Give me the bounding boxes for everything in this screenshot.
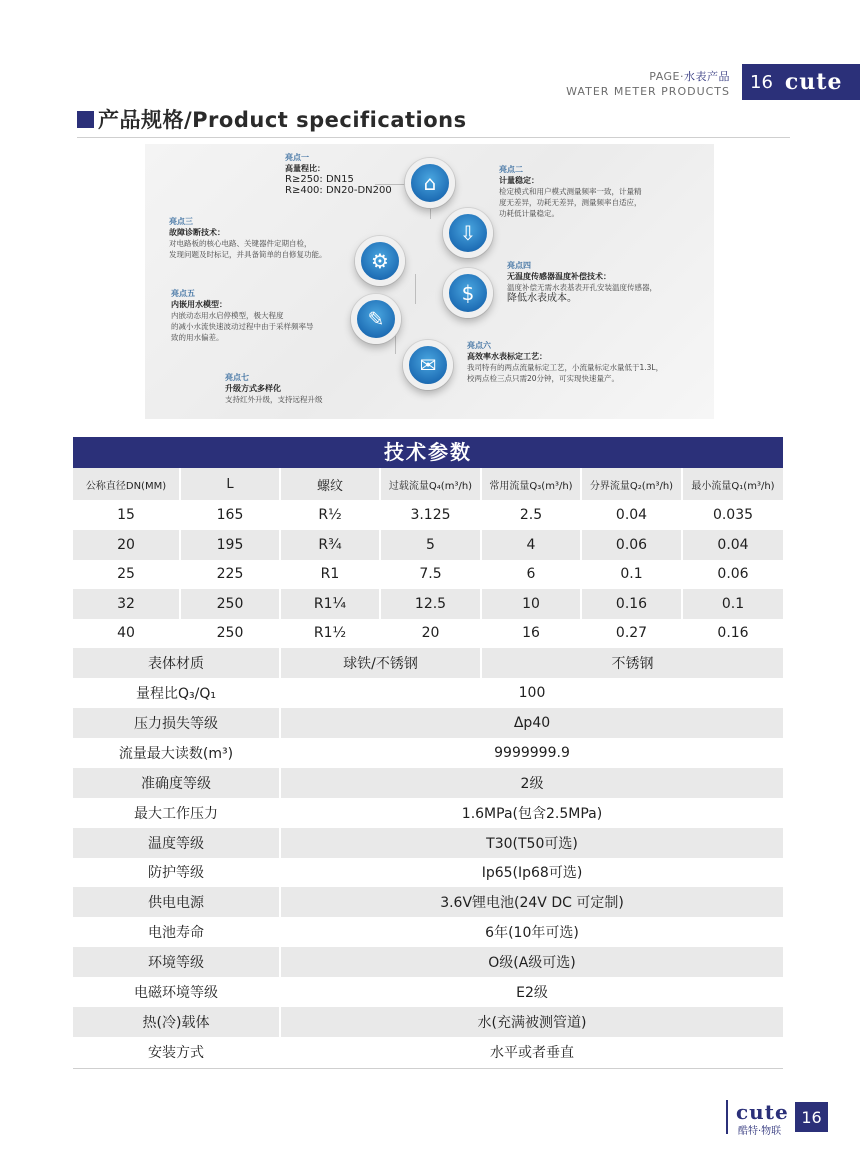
page-label-en: PAGE· xyxy=(649,70,684,83)
highlight-line: 检定模式和用户模式测量频率一致，计量精 xyxy=(499,187,642,196)
table-cell: 0.1 xyxy=(721,595,745,612)
table-cell: 165 xyxy=(181,500,281,530)
table-cell: 12.5 xyxy=(381,589,482,619)
param-row xyxy=(73,947,783,977)
table-cell: 0.1 xyxy=(582,559,683,589)
param-row xyxy=(73,1037,783,1067)
highlight-line: 致的用水偏差。 xyxy=(171,333,224,342)
table-cell: 0.035 xyxy=(712,507,754,523)
section-title-text: 产品规格/Product specifications xyxy=(98,108,467,132)
highlight-7 xyxy=(225,372,323,405)
highlight-6 xyxy=(467,340,663,384)
highlight-tag: 亮点三 xyxy=(169,217,193,226)
param-label: 环境等级 xyxy=(73,947,281,977)
param-value: 6年(10年可选) xyxy=(485,925,579,942)
highlight-5 xyxy=(171,288,314,343)
table-header-cell: 最小流量Q₁(m³/h) xyxy=(691,480,775,492)
table-cell: R¾ xyxy=(281,530,381,560)
param-value: 水平或者垂直 xyxy=(490,1044,574,1061)
table-cell: R1 xyxy=(281,559,381,589)
param-value: 水(充满被测管道) xyxy=(477,1014,587,1031)
table-cell: 250 xyxy=(181,618,281,648)
table-cell: 6 xyxy=(482,559,582,589)
footer-brand-cn: 酷特·物联 xyxy=(738,1126,782,1137)
table-cell: 0.06 xyxy=(717,566,749,583)
highlights-panel xyxy=(145,144,714,419)
highlight-tag: 亮点二 xyxy=(499,165,523,174)
table-header-row xyxy=(73,468,783,500)
param-row xyxy=(73,798,783,828)
param-label: 最大工作压力 xyxy=(73,798,281,828)
highlight-head: 故障诊断技术： xyxy=(169,228,225,237)
param-value: Δp40 xyxy=(513,714,551,731)
home-icon: ⌂ xyxy=(405,158,455,208)
table-row xyxy=(73,559,783,589)
highlight-tag: 亮点六 xyxy=(467,341,491,350)
footer-page-number: 16 xyxy=(795,1102,828,1132)
table-cell: 40 xyxy=(73,618,181,648)
table-cell: 0.06 xyxy=(582,530,683,560)
highlight-line: 发现问题及时标记，并具备简单的自修复功能。 xyxy=(169,250,327,259)
highlight-line: 度无差异，功耗无差异，测量频率自适应， xyxy=(499,198,642,207)
table-cell: 0.04 xyxy=(717,536,749,553)
table-bottom-line xyxy=(73,1068,783,1069)
page-label-cn: 水表产品 xyxy=(684,70,730,83)
table-cell: 0.04 xyxy=(582,500,683,530)
table-cell: 250 xyxy=(181,589,281,619)
header-page-number: 16 xyxy=(750,71,773,93)
table-header-cell: 常用流量Q₃(m³/h) xyxy=(482,468,582,500)
table-cell: 15 xyxy=(73,500,181,530)
table-cell: 20 xyxy=(381,618,482,648)
param-value: 2级 xyxy=(520,775,544,792)
highlight-line: R≥250: DN15 xyxy=(285,174,354,185)
table-header-cell: L xyxy=(181,468,281,500)
highlight-line: 功耗低计量稳定。 xyxy=(499,209,559,218)
param-value: 1.6MPa(包含2.5MPa) xyxy=(461,805,603,822)
param-label: 量程比Q₃/Q₁ xyxy=(73,678,281,708)
table-cell: 2.5 xyxy=(482,500,582,530)
title-square-icon xyxy=(77,111,94,128)
highlight-2 xyxy=(499,164,642,219)
table-cell: 20 xyxy=(73,530,181,560)
table-cell: R1¼ xyxy=(281,589,381,619)
table-cell: 10 xyxy=(482,589,582,619)
highlight-line: 对电路板的核心电路、关键器件定期自检， xyxy=(169,239,312,248)
param-value: 9999999.9 xyxy=(494,744,570,761)
highlight-line: 的减小水流快速波动过程中由于采样频率导 xyxy=(171,322,314,331)
table-header-cell: 分界流量Q₂(m³/h) xyxy=(582,468,683,500)
table-cell: 7.5 xyxy=(381,559,482,589)
param-label: 电池寿命 xyxy=(73,917,281,947)
highlight-line: 校两点检三点只需20分钟，可实现快速量产。 xyxy=(467,374,620,383)
cloud-download-icon: ⇩ xyxy=(443,208,493,258)
highlight-line: 降低水表成本。 xyxy=(507,293,577,304)
param-row xyxy=(73,917,783,947)
table-cell: 4 xyxy=(482,530,582,560)
table-header-cell: 螺纹 xyxy=(281,468,381,500)
param-row xyxy=(73,678,783,708)
header-logo: cute xyxy=(784,69,843,95)
param-value: Ip65(Ip68可选) xyxy=(481,865,583,882)
connector-line xyxy=(415,274,416,304)
highlight-line: 内嵌动态用水启停模型，极大程度 xyxy=(171,311,284,320)
highlight-tag: 亮点一 xyxy=(285,153,309,162)
param-row xyxy=(73,768,783,798)
table-cell: R½ xyxy=(281,500,381,530)
table-header-cell: 公称直径DN(MM) xyxy=(73,468,181,500)
material-option-b: 不锈钢 xyxy=(611,656,654,672)
document-edit-icon: ✎ xyxy=(351,294,401,344)
table-cell: 195 xyxy=(181,530,281,560)
section-title xyxy=(77,104,467,134)
table-cell: 25 xyxy=(73,559,181,589)
highlight-head: 高量程比： xyxy=(285,164,325,173)
highlight-4 xyxy=(507,260,657,304)
param-label: 安装方式 xyxy=(73,1037,281,1067)
param-row xyxy=(73,738,783,768)
table-row xyxy=(73,530,783,560)
highlight-head: 内嵌用水模型： xyxy=(171,300,227,309)
param-label: 流量最大读数(m³) xyxy=(73,738,281,768)
material-option-a: 球铁/不锈钢 xyxy=(281,648,482,678)
param-row xyxy=(73,857,783,887)
table-cell: R1½ xyxy=(281,618,381,648)
table-header-cell: 过载流量Q₄(m³/h) xyxy=(381,468,482,500)
header-badge xyxy=(742,64,860,100)
table-cell: 32 xyxy=(73,589,181,619)
material-row xyxy=(73,648,783,678)
table-row xyxy=(73,500,783,530)
highlight-head: 无温度传感器温度补偿技术： xyxy=(507,272,611,281)
table-cell: 0.16 xyxy=(717,625,749,642)
table-cell: 5 xyxy=(381,530,482,560)
highlight-line: 温度补偿无需水表基表开孔安装温度传感器， xyxy=(507,283,657,292)
chat-bubbles-icon: ✉ xyxy=(403,340,453,390)
header-subtitle: WATER METER PRODUCTS xyxy=(566,85,730,98)
table-cell: 0.16 xyxy=(582,589,683,619)
highlight-tag: 亮点七 xyxy=(225,373,249,382)
highlight-1 xyxy=(285,152,392,196)
param-label: 温度等级 xyxy=(73,828,281,858)
highlight-head: 高效率水表标定工艺： xyxy=(467,352,547,361)
param-row xyxy=(73,708,783,738)
highlight-head: 计量稳定： xyxy=(499,176,539,185)
table-title: 技术参数 xyxy=(73,437,783,468)
param-row xyxy=(73,1007,783,1037)
table-cell: 225 xyxy=(181,559,281,589)
table-row xyxy=(73,618,783,648)
highlight-tag: 亮点四 xyxy=(507,261,531,270)
param-row xyxy=(73,887,783,917)
param-label: 电磁环境等级 xyxy=(73,977,281,1007)
material-label: 表体材质 xyxy=(73,648,281,678)
table-row xyxy=(73,589,783,619)
param-label: 准确度等级 xyxy=(73,768,281,798)
param-value: 3.6V锂电池(24V DC 可定制) xyxy=(440,895,624,912)
param-label: 供电电源 xyxy=(73,887,281,917)
section-divider xyxy=(77,137,790,138)
param-label: 压力损失等级 xyxy=(73,708,281,738)
param-value: O级(A级可选) xyxy=(488,955,576,972)
param-label: 防护等级 xyxy=(73,857,281,887)
highlight-3 xyxy=(169,216,327,260)
param-value: 100 xyxy=(518,685,546,701)
highlight-line: 我司特有的两点流量标定工艺，小流量标定水量低于1.3L， xyxy=(467,363,664,372)
param-value: E2级 xyxy=(516,985,548,1001)
footer-bar xyxy=(726,1100,728,1134)
money-icon: $ xyxy=(443,268,493,318)
param-label: 热(冷)载体 xyxy=(73,1007,281,1037)
highlight-tag: 亮点五 xyxy=(171,289,195,298)
highlight-head: 升级方式多样化 xyxy=(225,384,281,393)
param-row xyxy=(73,977,783,1007)
table-cell: 3.125 xyxy=(381,500,482,530)
param-row xyxy=(73,828,783,858)
gears-icon: ⚙ xyxy=(355,236,405,286)
highlight-line: 支持红外升级，支持远程升级 xyxy=(225,395,323,404)
footer-logo: cute xyxy=(736,1100,789,1124)
table-cell: 16 xyxy=(482,618,582,648)
page-label xyxy=(649,68,730,84)
table-cell: 0.27 xyxy=(582,618,683,648)
param-value: T30(T50可选) xyxy=(486,835,578,852)
highlight-line: R≥400: DN20-DN200 xyxy=(285,185,392,196)
